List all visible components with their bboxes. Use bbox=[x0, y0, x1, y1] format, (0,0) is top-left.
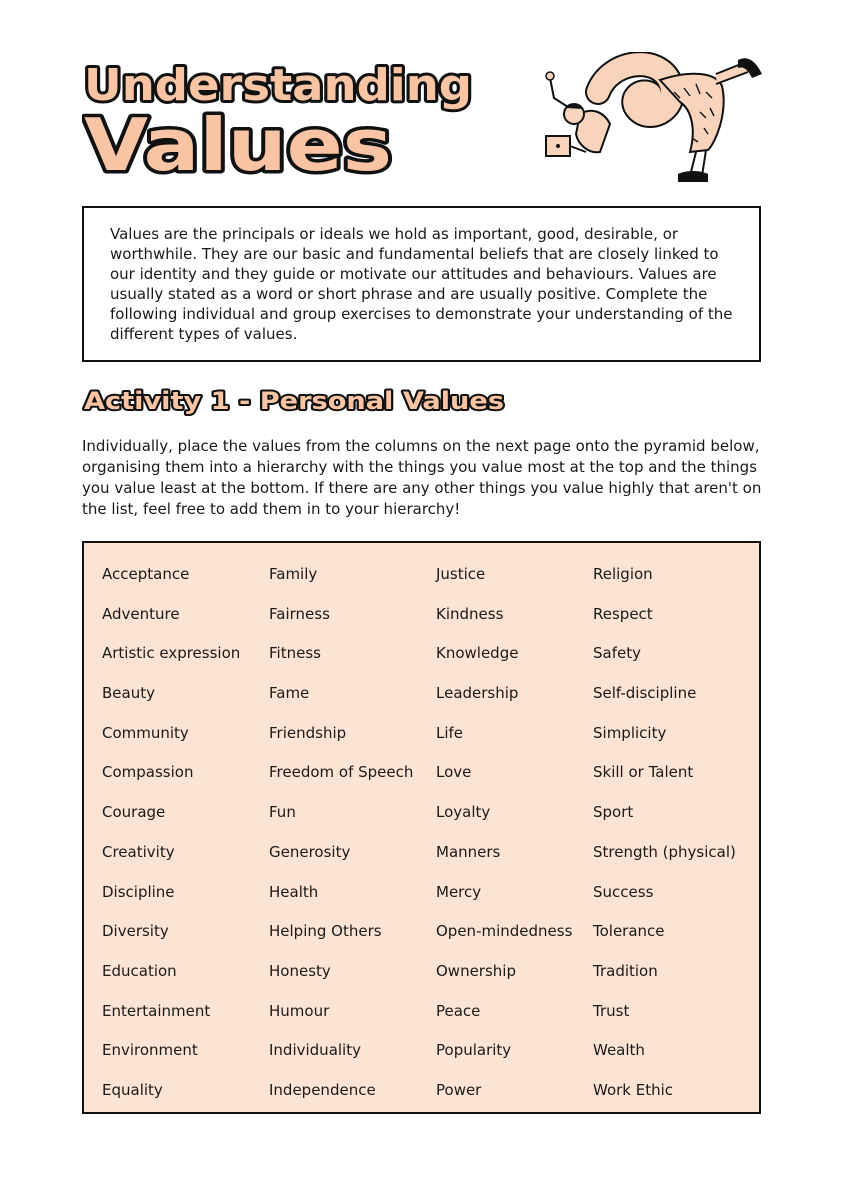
value-item: Ownership bbox=[436, 961, 516, 980]
value-item: Mercy bbox=[436, 882, 482, 901]
values-column-3 bbox=[436, 565, 572, 1121]
value-item: Entertainment bbox=[102, 1001, 211, 1020]
value-item: Freedom of Speech bbox=[269, 763, 414, 782]
value-item: Individuality bbox=[269, 1041, 361, 1060]
value-item: Safety bbox=[593, 644, 641, 663]
intro-box bbox=[82, 206, 761, 362]
value-item: Justice bbox=[436, 565, 486, 583]
activity-title bbox=[82, 384, 522, 422]
value-item: Diversity bbox=[102, 922, 169, 941]
value-item: Fitness bbox=[269, 644, 321, 663]
value-item: Manners bbox=[436, 842, 501, 861]
value-item: Courage bbox=[102, 803, 166, 822]
value-item: Artistic expression bbox=[102, 644, 241, 663]
value-item: Leadership bbox=[436, 684, 519, 703]
value-item: Respect bbox=[593, 604, 653, 623]
value-item: Knowledge bbox=[436, 644, 519, 663]
value-item: Fun bbox=[269, 803, 296, 822]
value-item: Fame bbox=[269, 684, 310, 703]
intro-text: Values are the principals or ideals we hold as important, good, desirable, or worthwhile. They are our basic and fundamental beliefs that are closely linked to our identity and they guide or motivate our attitudes and behaviours. Values are usually stated as a word or short phrase and are usually positive. Complete the following individual and group exercises to demonstrate your understanding of the different types of values. bbox=[110, 225, 733, 343]
value-item: Fairness bbox=[269, 604, 330, 623]
value-item: Tradition bbox=[593, 961, 658, 980]
value-item: Compassion bbox=[102, 763, 194, 782]
value-item: Life bbox=[436, 723, 464, 742]
value-item: Acceptance bbox=[102, 565, 190, 583]
value-item: Creativity bbox=[102, 842, 175, 861]
value-item: Environment bbox=[102, 1041, 198, 1060]
value-item: Sport bbox=[593, 803, 634, 822]
values-list-box bbox=[82, 541, 761, 1114]
value-item: Strength (physical) bbox=[593, 842, 736, 861]
value-item: Work Ethic bbox=[593, 1080, 674, 1099]
value-item: Loyalty bbox=[436, 803, 491, 822]
activity-instructions: Individually, place the values from the columns on the next page onto the pyramid below, organising them into a hierarchy with the things you value most at the top and the things you value least at the bottom. If there are any other things you value highly that aren't on the list, feel free to add them in to your hierarchy! bbox=[82, 437, 762, 518]
title-line-2: Values bbox=[84, 103, 392, 178]
value-item: Beauty bbox=[102, 684, 155, 703]
value-item: Kindness bbox=[436, 604, 504, 623]
value-item: Self-discipline bbox=[593, 684, 697, 703]
title-line-1: Understanding bbox=[84, 60, 472, 111]
value-item: Skill or Talent bbox=[593, 763, 694, 782]
value-item: Independence bbox=[269, 1080, 376, 1099]
value-item: Generosity bbox=[269, 842, 351, 861]
value-item: Equality bbox=[102, 1080, 163, 1099]
value-item: Discipline bbox=[102, 882, 175, 901]
value-item: Community bbox=[102, 723, 189, 742]
page-title bbox=[82, 58, 502, 178]
value-item: Open-mindedness bbox=[436, 922, 573, 941]
value-item: Popularity bbox=[436, 1041, 512, 1060]
value-item: Adventure bbox=[102, 604, 180, 623]
value-item: Humour bbox=[269, 1001, 330, 1020]
values-column-1 bbox=[102, 565, 240, 1121]
value-item: Honesty bbox=[269, 961, 331, 980]
value-item: Simplicity bbox=[593, 723, 667, 742]
value-item: Family bbox=[269, 565, 318, 583]
value-item: Power bbox=[436, 1080, 482, 1099]
value-item: Love bbox=[436, 763, 472, 782]
value-item: Friendship bbox=[269, 723, 347, 742]
value-item: Education bbox=[102, 961, 177, 980]
value-item: Helping Others bbox=[269, 922, 382, 941]
person-tumbling-illustration bbox=[540, 52, 770, 191]
values-column-4 bbox=[593, 565, 736, 1121]
value-item: Tolerance bbox=[593, 922, 665, 941]
values-column-2 bbox=[269, 565, 413, 1121]
value-item: Religion bbox=[593, 565, 653, 583]
activity-title-text: Activity 1 - Personal Values bbox=[84, 387, 504, 415]
value-item: Peace bbox=[436, 1001, 481, 1020]
value-item: Trust bbox=[593, 1001, 630, 1020]
value-item: Success bbox=[593, 882, 654, 901]
value-item: Health bbox=[269, 882, 319, 901]
value-item: Wealth bbox=[593, 1041, 645, 1060]
